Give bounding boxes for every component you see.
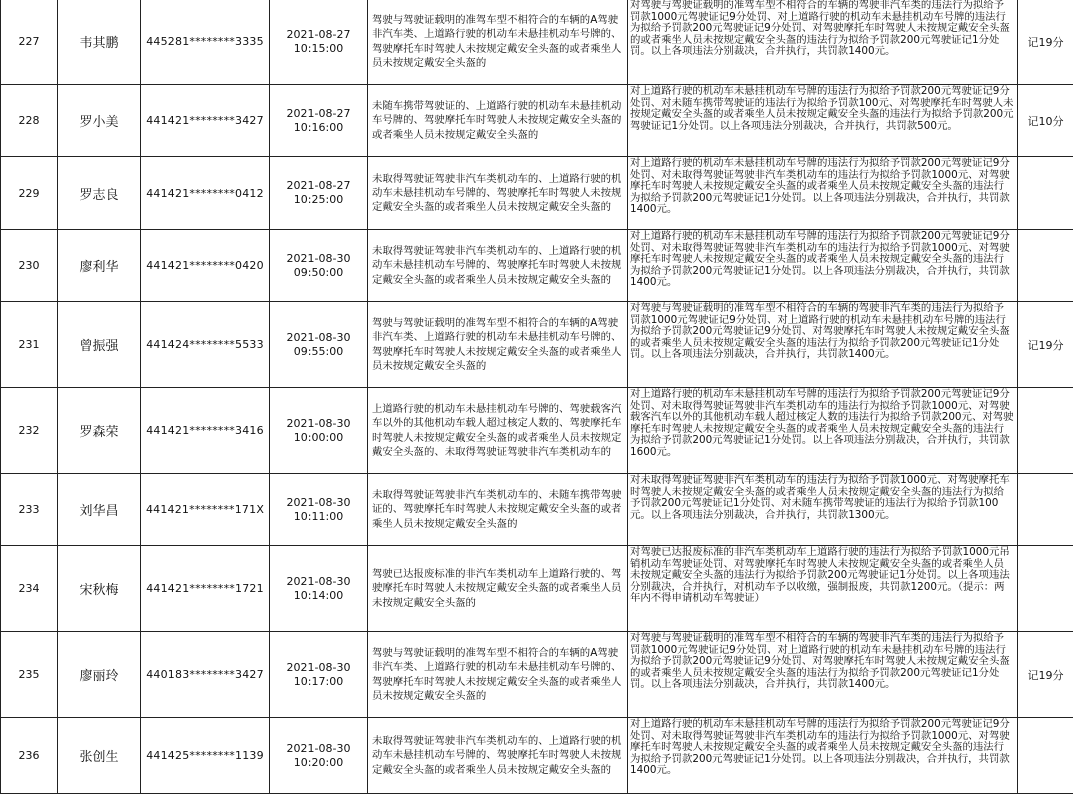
- violation-description: 未取得驾驶证驾驶非汽车类机动车的、上道路行驶的机动车未悬挂机动车号牌的、驾驶摩托车时驾驶人未按规定戴安全头盔的或者乘坐人员未按规定戴安全头盔的: [368, 230, 628, 302]
- violation-datetime: [270, 632, 368, 718]
- table-row: [1, 632, 1073, 718]
- id-number: 441421********1721: [141, 546, 270, 632]
- table-row: [1, 718, 1073, 794]
- penalty-points: 记19分: [1018, 0, 1073, 85]
- penalty-points: [1018, 388, 1073, 474]
- table-row: [1, 474, 1073, 546]
- violation-datetime: [270, 230, 368, 302]
- violation-date: 2021-08-30: [273, 575, 364, 589]
- violation-time: 10:16:00: [273, 121, 364, 135]
- id-number: 441421********0412: [141, 157, 270, 230]
- table-row: [1, 388, 1073, 474]
- id-number: 441421********3416: [141, 388, 270, 474]
- id-number: 441421********3427: [141, 85, 270, 157]
- person-name: 罗森荣: [58, 388, 141, 474]
- record-number: 229: [1, 157, 58, 230]
- penalty-description: 对上道路行驶的机动车未悬挂机动车号牌的违法行为拟给予罚款200元驾驶证记9分处罚、对未随车携带驾驶证的违法行为拟给予罚款100元、对驾驶摩托车时驾驶人未按规定戴安全头盔的或者乘坐人员未按规定戴安全头盔的违法行为拟给予罚款200元驾驶证记1分处罚。以上各项违法分别裁决，合并执行，共罚款500元。: [628, 85, 1018, 157]
- record-number: 231: [1, 302, 58, 388]
- violation-description: 未取得驾驶证驾驶非汽车类机动车的、上道路行驶的机动车未悬挂机动车号牌的、驾驶摩托车时驾驶人未按规定戴安全头盔的或者乘坐人员未按规定戴安全头盔的: [368, 157, 628, 230]
- violation-time: 10:11:00: [273, 510, 364, 524]
- penalty-description: 对上道路行驶的机动车未悬挂机动车号牌的违法行为拟给予罚款200元驾驶证记9分处罚、对未取得驾驶证驾驶非汽车类机动车的违法行为拟给予罚款1000元、对驾驶摩托车时驾驶人未按规定戴安全头盔的或者乘坐人员未按规定戴安全头盔的违法行为拟给予罚款200元驾驶证记1分处罚。以上各项违法分别裁决，合并执行，共罚款1400元。: [628, 718, 1018, 794]
- table-row: [1, 85, 1073, 157]
- violation-time: 10:25:00: [273, 193, 364, 207]
- penalty-points: 记19分: [1018, 302, 1073, 388]
- table-row: [1, 546, 1073, 632]
- person-name: 廖丽玲: [58, 632, 141, 718]
- violation-datetime: [270, 0, 368, 85]
- penalty-points: [1018, 157, 1073, 230]
- person-name: 罗志良: [58, 157, 141, 230]
- violation-date: 2021-08-30: [273, 252, 364, 266]
- violation-date: 2021-08-27: [273, 179, 364, 193]
- penalty-description: 对驾驶与驾驶证载明的准驾车型不相符合的车辆的驾驶非汽车类的违法行为拟给予罚款1000元驾驶证记9分处罚、对上道路行驶的机动车未悬挂机动车号牌的违法行为拟给予罚款200元驾驶证记9分处罚、对驾驶摩托车时驾驶人未按规定戴安全头盔的或者乘坐人员未按规定戴安全头盔的违法行为拟给予罚款200元驾驶证记1分处罚。以上各项违法分别裁决，合并执行，共罚款1400元。: [628, 632, 1018, 718]
- record-number: 228: [1, 85, 58, 157]
- id-number: 441421********0420: [141, 230, 270, 302]
- person-name: 罗小美: [58, 85, 141, 157]
- id-number: 440183********3427: [141, 632, 270, 718]
- penalty-points: 记19分: [1018, 632, 1073, 718]
- table-row: [1, 157, 1073, 230]
- violation-date: 2021-08-27: [273, 107, 364, 121]
- person-name: 韦其鹏: [58, 0, 141, 85]
- violation-datetime: [270, 718, 368, 794]
- violation-date: 2021-08-30: [273, 742, 364, 756]
- violation-date: 2021-08-30: [273, 417, 364, 431]
- violation-description: 驾驶与驾驶证载明的准驾车型不相符合的车辆的A驾驶非汽车类、上道路行驶的机动车未悬挂机动车号牌的、驾驶摩托车时驾驶人未按规定戴安全头盔的或者乘坐人员未按规定戴安全头盔的: [368, 302, 628, 388]
- record-number: 236: [1, 718, 58, 794]
- penalty-points: 记10分: [1018, 85, 1073, 157]
- penalty-points: [1018, 546, 1073, 632]
- violation-datetime: [270, 388, 368, 474]
- violation-time: 09:50:00: [273, 266, 364, 280]
- penalty-description: 对驾驶与驾驶证载明的准驾车型不相符合的车辆的驾驶非汽车类的违法行为拟给予罚款1000元驾驶证记9分处罚、对上道路行驶的机动车未悬挂机动车号牌的违法行为拟给予罚款200元驾驶证记9分处罚、对驾驶摩托车时驾驶人未按规定戴安全头盔的或者乘坐人员未按规定戴安全头盔的违法行为拟给予罚款200元驾驶证记1分处罚。以上各项违法分别裁决，合并执行，共罚款1400元。: [628, 302, 1018, 388]
- violation-description: 未取得驾驶证驾驶非汽车类机动车的、未随车携带驾驶证的、驾驶摩托车时驾驶人未按规定戴安全头盔的或者乘坐人员未按规定戴安全头盔的: [368, 474, 628, 546]
- penalty-description: 对驾驶已达报废标准的非汽车类机动车上道路行驶的违法行为拟给予罚款1000元吊销机动车驾驶证处罚、对驾驶摩托车时驾驶人未按规定戴安全头盔的或者乘坐人员未按规定戴安全头盔的违法行为拟给予罚款200元驾驶证记1分处罚。以上各项违法分别裁决，合并执行，对机动车予以收缴，强制报废，共罚款1200元。（提示：两年内不得申请机动车驾驶证）: [628, 546, 1018, 632]
- violation-date: 2021-08-27: [273, 28, 364, 42]
- id-number: 441424********5533: [141, 302, 270, 388]
- violation-datetime: [270, 157, 368, 230]
- penalty-description: 对上道路行驶的机动车未悬挂机动车号牌的违法行为拟给予罚款200元驾驶证记9分处罚、对未取得驾驶证驾驶非汽车类机动车的违法行为拟给予罚款1000元、对驾驶摩托车时驾驶人未按规定戴安全头盔的或者乘坐人员未按规定戴安全头盔的违法行为拟给予罚款200元驾驶证记1分处罚。以上各项违法分别裁决，合并执行，共罚款1400元。: [628, 230, 1018, 302]
- violation-description: 驾驶已达报废标准的非汽车类机动车上道路行驶的、驾驶摩托车时驾驶人未按规定戴安全头盔的或者乘坐人员未按规定戴安全头盔的: [368, 546, 628, 632]
- penalty-description: 对上道路行驶的机动车未悬挂机动车号牌的违法行为拟给予罚款200元驾驶证记9分处罚、对未取得驾驶证驾驶非汽车类机动车的违法行为拟给予罚款1000元、对驾驶摩托车时驾驶人未按规定戴安全头盔的或者乘坐人员未按规定戴安全头盔的违法行为拟给予罚款200元驾驶证记1分处罚。以上各项违法分别裁决，合并执行，共罚款1400元。: [628, 157, 1018, 230]
- violation-description: 驾驶与驾驶证载明的准驾车型不相符合的车辆的A驾驶非汽车类、上道路行驶的机动车未悬挂机动车号牌的、驾驶摩托车时驾驶人未按规定戴安全头盔的或者乘坐人员未按规定戴安全头盔的: [368, 632, 628, 718]
- person-name: 刘华昌: [58, 474, 141, 546]
- penalty-points: [1018, 718, 1073, 794]
- violation-time: 10:00:00: [273, 431, 364, 445]
- record-number: 232: [1, 388, 58, 474]
- record-number: 227: [1, 0, 58, 85]
- record-number: 234: [1, 546, 58, 632]
- id-number: 441425********1139: [141, 718, 270, 794]
- violation-time: 10:14:00: [273, 589, 364, 603]
- person-name: 廖利华: [58, 230, 141, 302]
- record-number: 233: [1, 474, 58, 546]
- record-number: 230: [1, 230, 58, 302]
- violation-date: 2021-08-30: [273, 496, 364, 510]
- violation-description: 驾驶与驾驶证载明的准驾车型不相符合的车辆的A驾驶非汽车类、上道路行驶的机动车未悬挂机动车号牌的、驾驶摩托车时驾驶人未按规定戴安全头盔的或者乘坐人员未按规定戴安全头盔的: [368, 0, 628, 85]
- violation-datetime: [270, 474, 368, 546]
- violation-date: 2021-08-30: [273, 331, 364, 345]
- violation-time: 10:17:00: [273, 675, 364, 689]
- id-number: 441421********171X: [141, 474, 270, 546]
- violation-date: 2021-08-30: [273, 661, 364, 675]
- violation-datetime: [270, 302, 368, 388]
- table-row: [1, 230, 1073, 302]
- violation-description: 未取得驾驶证驾驶非汽车类机动车的、上道路行驶的机动车未悬挂机动车号牌的、驾驶摩托车时驾驶人未按规定戴安全头盔的或者乘坐人员未按规定戴安全头盔的: [368, 718, 628, 794]
- record-number: 235: [1, 632, 58, 718]
- penalty-description: 对上道路行驶的机动车未悬挂机动车号牌的违法行为拟给予罚款200元驾驶证记9分处罚、对未取得驾驶证驾驶非汽车类机动车的违法行为拟给予罚款1000元、对驾驶载客汽车以外的其他机动车载人超过核定人数的违法行为拟给予罚款200元、对驾驶摩托车时驾驶人未按规定戴安全头盔的或者乘坐人员未按规定戴安全头盔的违法行为拟给予罚款200元驾驶证记1分处罚。以上各项违法分别裁决，合并执行，共罚款1600元。: [628, 388, 1018, 474]
- violation-datetime: [270, 546, 368, 632]
- violation-time: 09:55:00: [273, 345, 364, 359]
- penalty-description: 对未取得驾驶证驾驶非汽车类机动车的违法行为拟给予罚款1000元、对驾驶摩托车时驾驶人未按规定戴安全头盔的或者乘坐人员未按规定戴安全头盔的违法行为拟给予罚款200元驾驶证记1分处罚、对未随车携带驾驶证的违法行为拟给予罚款100元。以上各项违法分别裁决，合并执行，共罚款1300元。: [628, 474, 1018, 546]
- violation-time: 10:20:00: [273, 756, 364, 770]
- violation-time: 10:15:00: [273, 42, 364, 56]
- table-row: [1, 302, 1073, 388]
- id-number: 445281********3335: [141, 0, 270, 85]
- penalty-description: 对驾驶与驾驶证载明的准驾车型不相符合的车辆的驾驶非汽车类的违法行为拟给予罚款1000元驾驶证记9分处罚、对上道路行驶的机动车未悬挂机动车号牌的违法行为拟给予罚款200元驾驶证记9分处罚、对驾驶摩托车时驾驶人未按规定戴安全头盔的或者乘坐人员未按规定戴安全头盔的违法行为拟给予罚款200元驾驶证记1分处罚。以上各项违法分别裁决，合并执行，共罚款1400元。: [628, 0, 1018, 85]
- person-name: 张创生: [58, 718, 141, 794]
- penalty-points: [1018, 474, 1073, 546]
- person-name: 宋秋梅: [58, 546, 141, 632]
- person-name: 曾振强: [58, 302, 141, 388]
- penalty-points: [1018, 230, 1073, 302]
- violation-description: 未随车携带驾驶证的、上道路行驶的机动车未悬挂机动车号牌的、驾驶摩托车时驾驶人未按规定戴安全头盔的或者乘坐人员未按规定戴安全头盔的: [368, 85, 628, 157]
- violation-datetime: [270, 85, 368, 157]
- violation-description: 上道路行驶的机动车未悬挂机动车号牌的、驾驶载客汽车以外的其他机动车载人超过核定人数的、驾驶摩托车时驾驶人未按规定戴安全头盔的或者乘坐人员未按规定戴安全头盔的、未取得驾驶证驾驶非汽车类机动车的: [368, 388, 628, 474]
- table-row: [1, 0, 1073, 85]
